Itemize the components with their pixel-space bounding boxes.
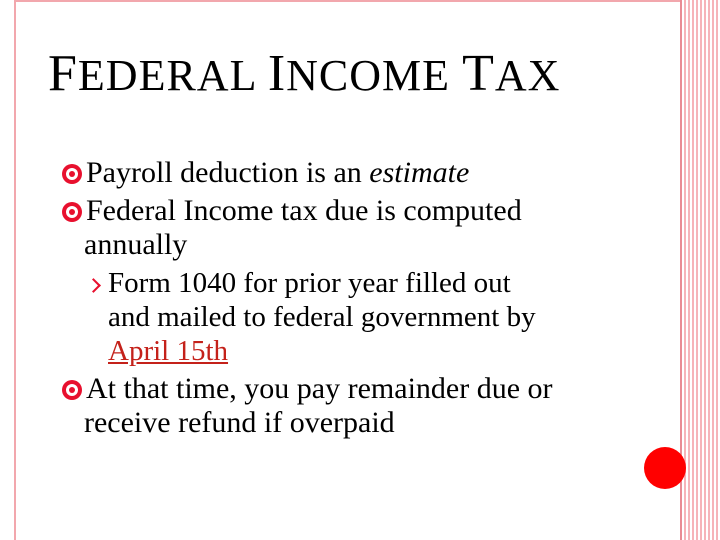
bullet-text: At that time, you pay remainder due or bbox=[86, 372, 553, 405]
sub-bullet-text: Form 1040 for prior year filled out bbox=[108, 267, 511, 299]
bullet-text-continued: receive refund if overpaid bbox=[84, 406, 395, 439]
bullet-text: Payroll deduction is an bbox=[86, 156, 370, 189]
sub-bullet-text-continued: and mailed to federal government by bbox=[108, 301, 536, 333]
bullet-dot-icon bbox=[62, 164, 82, 184]
title-cap-t: T bbox=[462, 45, 495, 102]
title-rest-tax: AX bbox=[494, 51, 561, 100]
bullet-item bbox=[62, 156, 662, 190]
bullet-text: Federal Income tax due is computed bbox=[86, 194, 522, 227]
april-15th-link[interactable]: April 15th bbox=[108, 335, 229, 367]
title-cap-i: I bbox=[267, 45, 287, 102]
bullet-dot-icon bbox=[62, 202, 82, 222]
left-frame bbox=[0, 0, 16, 540]
sub-bullet-chevron-icon bbox=[86, 278, 101, 293]
title-rest-federal: EDERAL bbox=[77, 51, 268, 100]
slide-title bbox=[48, 44, 560, 103]
bullet-item bbox=[62, 194, 662, 262]
bullet-dot-icon bbox=[62, 380, 82, 400]
bullet-emphasis: estimate bbox=[369, 156, 470, 189]
bullet-text-continued: annually bbox=[84, 228, 188, 261]
bullet-list bbox=[62, 156, 662, 444]
right-striped-band bbox=[680, 0, 720, 540]
red-circle-icon bbox=[644, 447, 686, 489]
sub-bullet-item bbox=[62, 266, 662, 368]
top-border-line bbox=[14, 0, 680, 2]
title-cap-f: F bbox=[48, 45, 78, 102]
bullet-item bbox=[62, 372, 662, 440]
title-rest-income: NCOME bbox=[286, 51, 463, 100]
